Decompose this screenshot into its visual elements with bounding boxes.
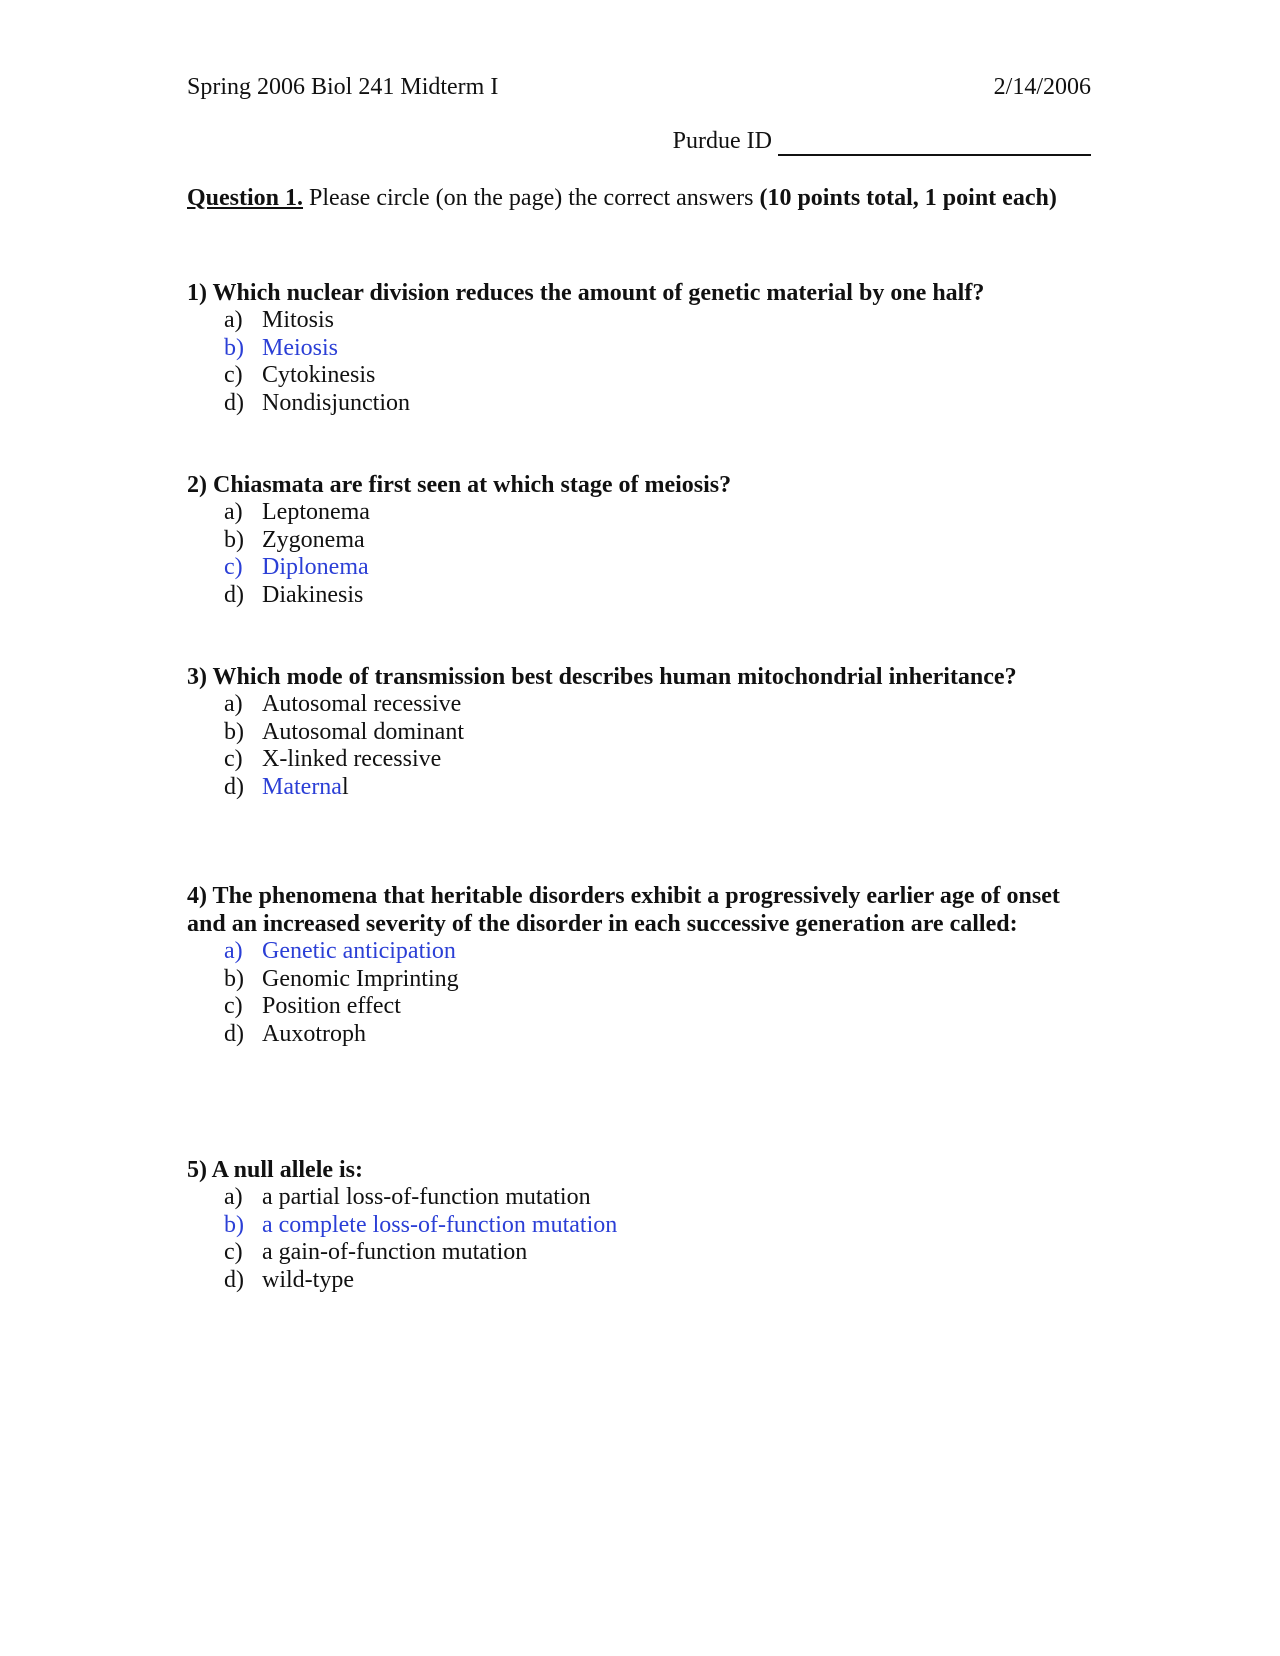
option-d: d) Auxotroph — [224, 1020, 366, 1047]
option-c: c) a gain-of-function mutation — [224, 1239, 528, 1265]
course-title: Spring 2006 Biol 241 Midterm I — [187, 74, 499, 100]
option-a: a) a partial loss-of-function mutation — [224, 1184, 591, 1210]
question-stem: 1) Which nuclear division reduces the amount of genetic material by one half? — [187, 280, 985, 306]
exam-date: 2/14/2006 — [993, 74, 1091, 100]
option-c: c) X-linked recessive — [224, 746, 442, 772]
question-points: (10 points total, 1 point each) — [759, 185, 1057, 211]
option-list — [187, 307, 1093, 417]
option-d: d) Diakinesis — [224, 581, 364, 608]
option-d: d) wild-type — [224, 1266, 354, 1293]
option-a: a) Autosomal recessive — [224, 691, 462, 717]
option-list — [187, 691, 1093, 801]
option-b-correct: b) a complete loss-of-function mutation — [224, 1211, 618, 1238]
option-a: a) Leptonema — [224, 499, 370, 525]
question-title: Question 1. — [187, 185, 304, 211]
option-c-correct: c) Diplonema — [224, 554, 369, 580]
question-1 — [187, 279, 1093, 417]
purdue-id-field — [673, 126, 1091, 156]
question-stem: 2) Chiasmata are first seen at which stage of meiosis? — [187, 472, 732, 498]
question-stem: 4) The phenomena that heritable disorders exhibit a progressively earlier age of onset and an increased severity of the disorder in each successive generation are called: — [187, 883, 1060, 937]
option-b: b) Autosomal dominant — [224, 718, 464, 745]
option-list — [187, 1184, 1093, 1294]
option-c: c) Cytokinesis — [224, 362, 376, 388]
option-b: b) Zygonema — [224, 526, 365, 553]
question-3 — [187, 663, 1093, 801]
option-list — [187, 938, 1093, 1048]
option-c: c) Position effect — [224, 993, 401, 1019]
option-a: a) Mitosis — [224, 307, 335, 333]
question-2 — [187, 471, 1093, 609]
question-5 — [187, 1156, 1093, 1294]
question-instruction: Please circle (on the page) the correct answers — [303, 185, 760, 211]
option-d-correct: d) Materna l — [224, 773, 349, 800]
question-stem: 5) A null allele is: — [187, 1157, 364, 1183]
question-intro — [187, 184, 1093, 212]
option-a-correct: a) Genetic anticipation — [224, 938, 456, 964]
option-b-correct: b) Meiosis — [224, 334, 339, 361]
option-d: d) Nondisjunction — [224, 389, 410, 416]
question-stem: 3) Which mode of transmission best describes human mitochondrial inheritance? — [187, 664, 1017, 690]
option-b: b) Genomic Imprinting — [224, 965, 459, 992]
purdue-id-blank-line — [778, 132, 1091, 156]
question-4 — [187, 882, 1093, 1048]
purdue-id-label: Purdue ID — [672, 128, 772, 154]
option-list — [187, 499, 1093, 609]
